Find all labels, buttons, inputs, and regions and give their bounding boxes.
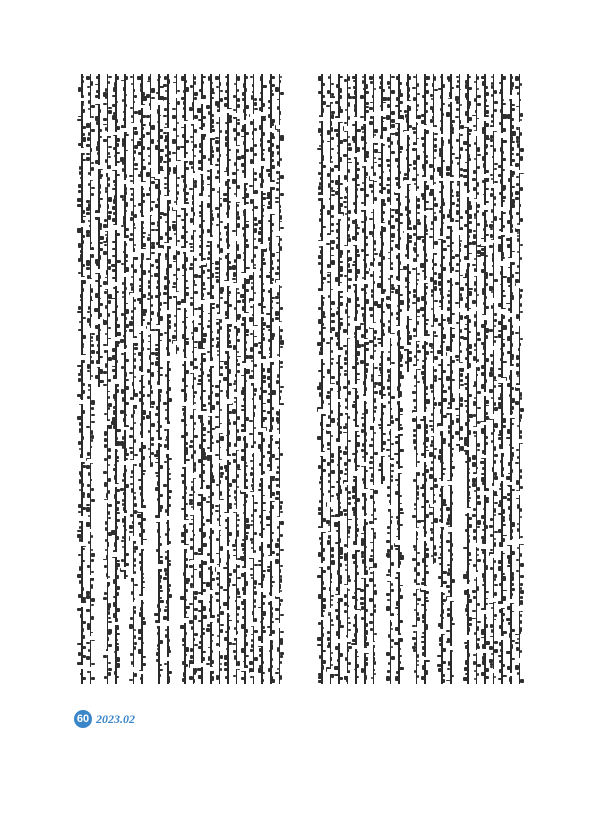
text-line: [258, 74, 266, 684]
text-line: [378, 74, 386, 684]
text-line: [464, 74, 472, 684]
text-line: [95, 74, 103, 684]
text-line: [430, 74, 438, 684]
text-line: [276, 74, 284, 684]
text-line: [181, 74, 189, 684]
text-line: [361, 74, 369, 684]
text-line: [335, 74, 343, 684]
text-line: [387, 74, 395, 684]
text-line: [498, 74, 506, 684]
text-line: [473, 74, 481, 684]
text-line: [516, 74, 524, 684]
issue-number: 2023.02: [96, 711, 135, 726]
text-line: [207, 74, 215, 684]
page-number-badge: 60: [74, 710, 92, 728]
text-line: [104, 74, 112, 684]
text-line: [370, 74, 378, 684]
text-line: [78, 74, 86, 684]
text-line: [404, 74, 412, 684]
text-line: [507, 74, 515, 684]
text-line: [250, 74, 258, 684]
page-footer: [74, 710, 135, 728]
text-line: [130, 74, 138, 684]
text-line: [490, 74, 498, 684]
text-line: [173, 74, 181, 684]
text-line: [456, 74, 464, 684]
text-line: [413, 74, 421, 684]
text-line: [395, 74, 403, 684]
text-line: [164, 74, 172, 684]
text-line: [241, 74, 249, 684]
text-line: [138, 74, 146, 684]
text-line: [121, 74, 129, 684]
text-line: [147, 74, 155, 684]
text-line: [481, 74, 489, 684]
text-line: [155, 74, 163, 684]
text-line: [87, 74, 95, 684]
text-line: [352, 74, 360, 684]
text-line: [318, 74, 326, 684]
text-line: [198, 74, 206, 684]
text-line: [344, 74, 352, 684]
text-column-right: [318, 74, 524, 684]
text-line: [267, 74, 275, 684]
text-line: [190, 74, 198, 684]
text-column-left: [78, 74, 284, 684]
text-line: [112, 74, 120, 684]
text-line: [447, 74, 455, 684]
text-line: [224, 74, 232, 684]
text-line: [233, 74, 241, 684]
text-line: [421, 74, 429, 684]
